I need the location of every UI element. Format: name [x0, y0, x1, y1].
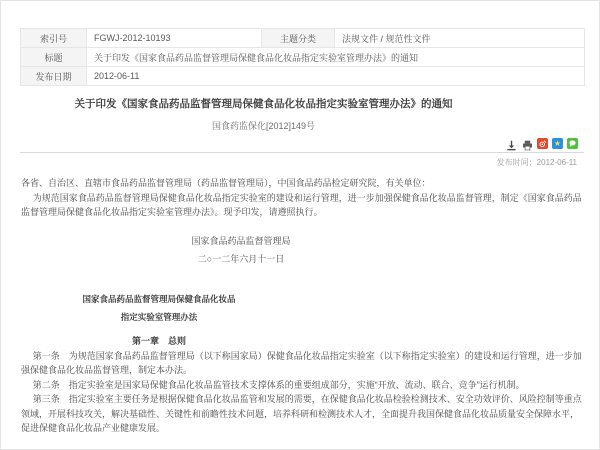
- publish-time: 发布时间：2012-06-11: [496, 158, 577, 167]
- meta-row-index-category: [21, 29, 585, 48]
- header-divider: [20, 152, 584, 153]
- date-value: 2012-06-11: [87, 67, 585, 86]
- index-value: FGWJ-2012-10193: [87, 29, 262, 48]
- article-3: 第三条 指定实验室主要任务是根据保健食品化妆品监管和发展的需要，在保健食品化妆品检验检测技术、安全功效评价、风险控制等重点领域，开展科技攻关，解决基础性、关键性和前瞻性技术问题，培养科研和检测技术人才，全面提升我国保健食品化妆品质量安全保障水平，促进保健食品化妆品产业健康发展。: [21, 394, 582, 433]
- weibo-share-icon[interactable]: [537, 138, 548, 149]
- document-meta-table: [20, 28, 585, 86]
- regulation-title-block: [21, 290, 297, 326]
- meta-row-date: [21, 67, 585, 86]
- signer: 国家食品药品监督管理局: [191, 235, 291, 246]
- chapter-heading-block: [21, 334, 297, 349]
- intro-paragraph: 为规范国家食品药品监督管理局保健食品化妆品指定实验室的建设和运行管理，进一步加强保健食品化妆品监督管理，制定《国家食品药品监督管理局保健食品化妆品指定实验室管理办法》。现予印发，请遵照执行。: [21, 192, 582, 217]
- page-title: 关于印发《国家食品药品监督管理局保健食品化妆品指定实验室管理办法》的通知: [74, 98, 453, 110]
- salutation: 各省、自治区、直辖市食品药品监督管理局（药品监督管理局），中国食品药品检定研究院，有关单位：: [21, 178, 431, 188]
- date-label: 发布日期: [21, 67, 87, 86]
- download-icon[interactable]: [506, 138, 517, 149]
- qzone-favorite-icon[interactable]: [552, 138, 563, 149]
- regulation-title-line1: 国家食品药品监督管理局保健食品化妆品: [82, 293, 236, 304]
- meta-row-title: [21, 48, 585, 67]
- document-header: [21, 97, 506, 132]
- share-toolbar: [501, 138, 578, 149]
- title-label: 标题: [21, 48, 87, 67]
- sign-date: 二○一二年六月十一日: [197, 253, 285, 264]
- wechat-share-icon[interactable]: [567, 138, 578, 149]
- article-body: [21, 176, 584, 436]
- article-1: 第一条 为规范国家食品药品监督管理局（以下称国家局）保健食品化妆品指定实验室（以下称指定实验室）的建设和运行管理，进一步加强保健食品化妆品监督管理，制定本办法。: [21, 350, 582, 375]
- category-label: 主题分类: [262, 29, 335, 48]
- signature-block: [21, 232, 461, 268]
- title-value: 关于印发《国家食品药品监督管理局保健食品化妆品指定实验室管理办法》的通知: [87, 48, 585, 67]
- article-2: 第二条 指定实验室是国家局保健食品化妆品监管技术支撑体系的重要组成部分，实施“开放、流动、联合、竞争”运行机制。: [32, 379, 525, 390]
- document-number: 国食药监保化[2012]149号: [211, 121, 316, 131]
- index-label: 索引号: [21, 29, 87, 48]
- regulation-title-line2: 指定实验室管理办法: [120, 311, 198, 322]
- category-value: 法规文件 / 规范性文件: [335, 29, 585, 48]
- chapter1-heading: 第一章 总则: [131, 335, 186, 346]
- print-icon[interactable]: [522, 138, 533, 149]
- star-icon: ★: [553, 138, 562, 148]
